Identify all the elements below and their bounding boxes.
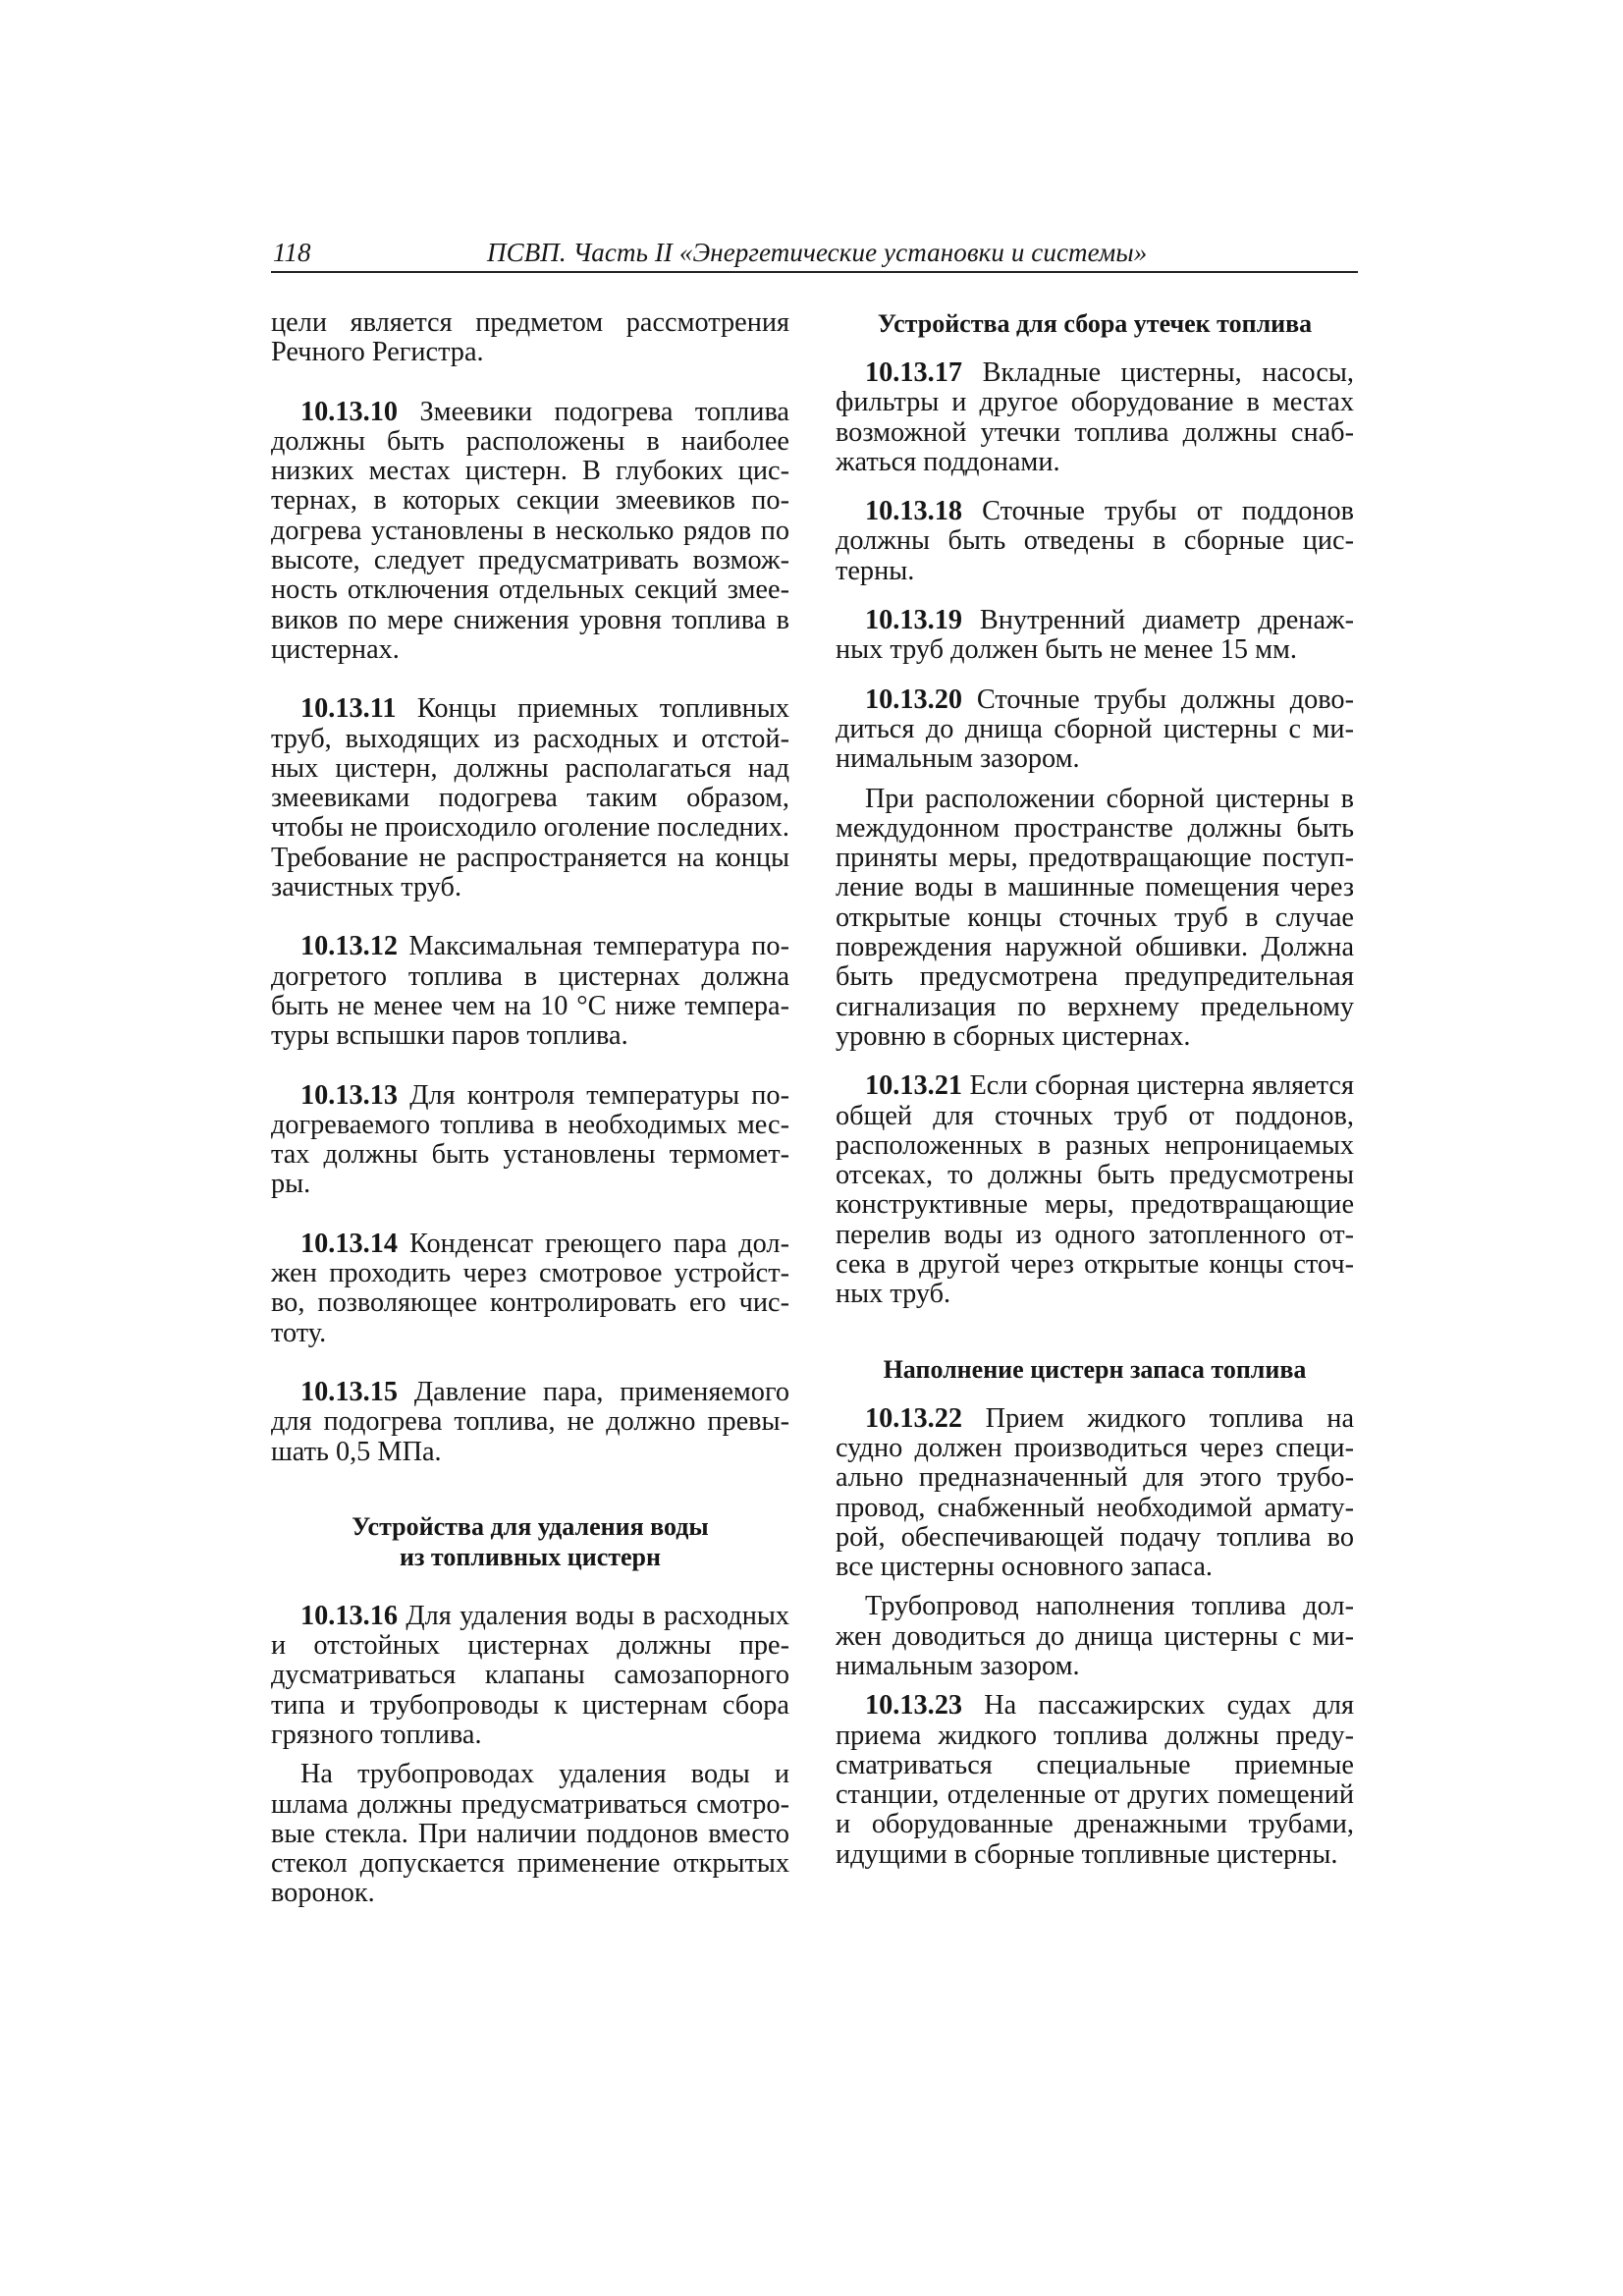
clause-text: На пассажирских судах для приема жидкого топлива должны предусматриваться специальные приемные станции, отделенные от других помещений и оборудованные дренажными трубами, идущими в сборные топливные цистерны. xyxy=(836,1690,1354,1870)
paragraph: На трубопроводах удаления воды и шлама должны предусматриваться смотровые стекла. При наличии поддонов вместо стекол допускается применение открытых воронок. xyxy=(271,1759,789,1909)
heading-line: из топливных цистерн xyxy=(400,1542,661,1571)
clause-10-13-19 xyxy=(836,606,1354,666)
clause-10-13-13 xyxy=(271,1081,789,1200)
clause-10-13-14 xyxy=(271,1230,789,1348)
clause-10-13-12 xyxy=(271,932,789,1051)
paragraph-continuation: цели является предметом рассмотрения Речного Регистра. xyxy=(271,307,789,368)
clause-number: 10.13.23 xyxy=(865,1690,963,1722)
clause-number: 10.13.17 xyxy=(865,357,963,388)
running-title: ПСВП. Часть II «Энергетические установки и системы» xyxy=(487,238,1148,267)
clause-10-13-21 xyxy=(836,1071,1354,1309)
clause-number: 10.13.14 xyxy=(300,1228,399,1259)
clause-text: Внутренний диаметр дренажных труб должен быть не менее 15 мм. xyxy=(836,605,1354,666)
clause-10-13-15 xyxy=(271,1378,789,1467)
heading-line: Устройства для удаления воды xyxy=(352,1511,709,1541)
clause-text: Если сборная цистерна является общей для сточных труб от поддонов, расположенных в разных непроницаемых отсеках, то должны быть предусмотрены конструктивные меры, предотвращающие перелив воды из одного затопленного отсека в другой через открытые концы сточных труб. xyxy=(836,1070,1354,1310)
clause-number: 10.13.13 xyxy=(300,1079,399,1111)
running-header xyxy=(271,236,1358,273)
clause-number: 10.13.18 xyxy=(865,496,963,527)
clause-10-13-10 xyxy=(271,398,789,666)
clause-text: Концы приемных топливных труб, выходящих из расходных и отстойных цистерн, должны располагаться над змеевиками подогрева таким образом, чтобы не происходило оголение последних. Требование не распространяется на концы зачистных труб. xyxy=(271,693,789,903)
clause-10-13-18 xyxy=(836,497,1354,586)
clause-10-13-20 xyxy=(836,685,1354,775)
clause-text: Для удаления воды в расходных и отстойных цистернах должны предусматриваться клапаны самозапорного типа и трубопроводы к цистернам сбора грязного топлива. xyxy=(271,1600,789,1750)
clause-number: 10.13.15 xyxy=(300,1376,399,1407)
clause-10-13-16 xyxy=(271,1602,789,1750)
clause-10-13-11 xyxy=(271,694,789,902)
paragraph: При расположении сборной цистерны в междудонном пространстве должны быть приняты меры, предотвращающие поступление воды в машинные помещения через открытые концы сточных труб в случае повреждения наружной обшивки. Должна быть предусмотрена предупредительная сигнализация по верхнему предельному уровню в сборных цистернах. xyxy=(836,783,1354,1052)
left-column xyxy=(271,308,789,1909)
clause-text: Конденсат греющего пара должен проходить через смотровое устройство, позволяющее контролировать его чистоту. xyxy=(271,1228,789,1348)
clause-number: 10.13.20 xyxy=(865,683,963,715)
clause-number: 10.13.11 xyxy=(300,693,397,725)
page-number: 118 xyxy=(273,238,311,267)
clause-text: Змеевики подогрева топлива должны быть расположены в наиболее низких местах цистерн. В глубоких цистернах, в которых секции змеевиков подогрева установлены в несколько рядов по высоте, следует предусматривать возможность отключения отдельных секций змеевиков по мере снижения уровня топлива в цистернах. xyxy=(271,396,789,665)
clause-10-13-17 xyxy=(836,358,1354,477)
clause-number: 10.13.10 xyxy=(300,396,399,427)
clause-number: 10.13.22 xyxy=(865,1402,963,1434)
clause-number: 10.13.21 xyxy=(865,1070,963,1102)
clause-number: 10.13.12 xyxy=(300,931,399,962)
clause-text: Вкладные цистерны, насосы, фильтры и другое оборудование в местах возможной утечки топлива должны снабжаться поддонами. xyxy=(836,357,1354,477)
clause-number: 10.13.19 xyxy=(865,605,963,636)
clause-text: Давление пара, применяемого для подогрева топлива, не должно превышать 0,5 МПа. xyxy=(271,1376,789,1467)
section-heading-leak-collection: Устройства для сбора утечек топлива xyxy=(877,309,1313,338)
clause-10-13-23 xyxy=(836,1691,1354,1870)
clause-text: Сточные трубы от поддонов должны быть отведены в сборные цистерны. xyxy=(836,496,1354,586)
clause-text: Для контроля температуры подогреваемого топлива в необходимых местах должны быть установлены термометры. xyxy=(271,1079,789,1200)
section-heading-water-removal xyxy=(271,1511,789,1572)
clause-text: Сточные трубы должны доводиться до днища сборной цистерны с минимальным зазором. xyxy=(836,683,1354,775)
right-column xyxy=(836,308,1354,1870)
paragraph: Трубопровод наполнения топлива должен доводиться до днища цистерны с минимальным зазором. xyxy=(836,1591,1354,1681)
clause-number: 10.13.16 xyxy=(300,1600,399,1631)
clause-text: Максимальная температура подогретого топлива в цистернах должна быть не менее чем на 10 °С ниже температуры вспышки паров топлива. xyxy=(271,931,789,1052)
clause-10-13-22 xyxy=(836,1404,1354,1583)
section-heading-tank-filling: Наполнение цистерн запаса топлива xyxy=(883,1354,1307,1384)
clause-text: Прием жидкого топлива на судно должен производиться через специально предназначенный для этого трубопровод, снабженный необходимой арматурой, обеспечивающей подачу топлива во все цистерны основного запаса. xyxy=(836,1402,1354,1583)
